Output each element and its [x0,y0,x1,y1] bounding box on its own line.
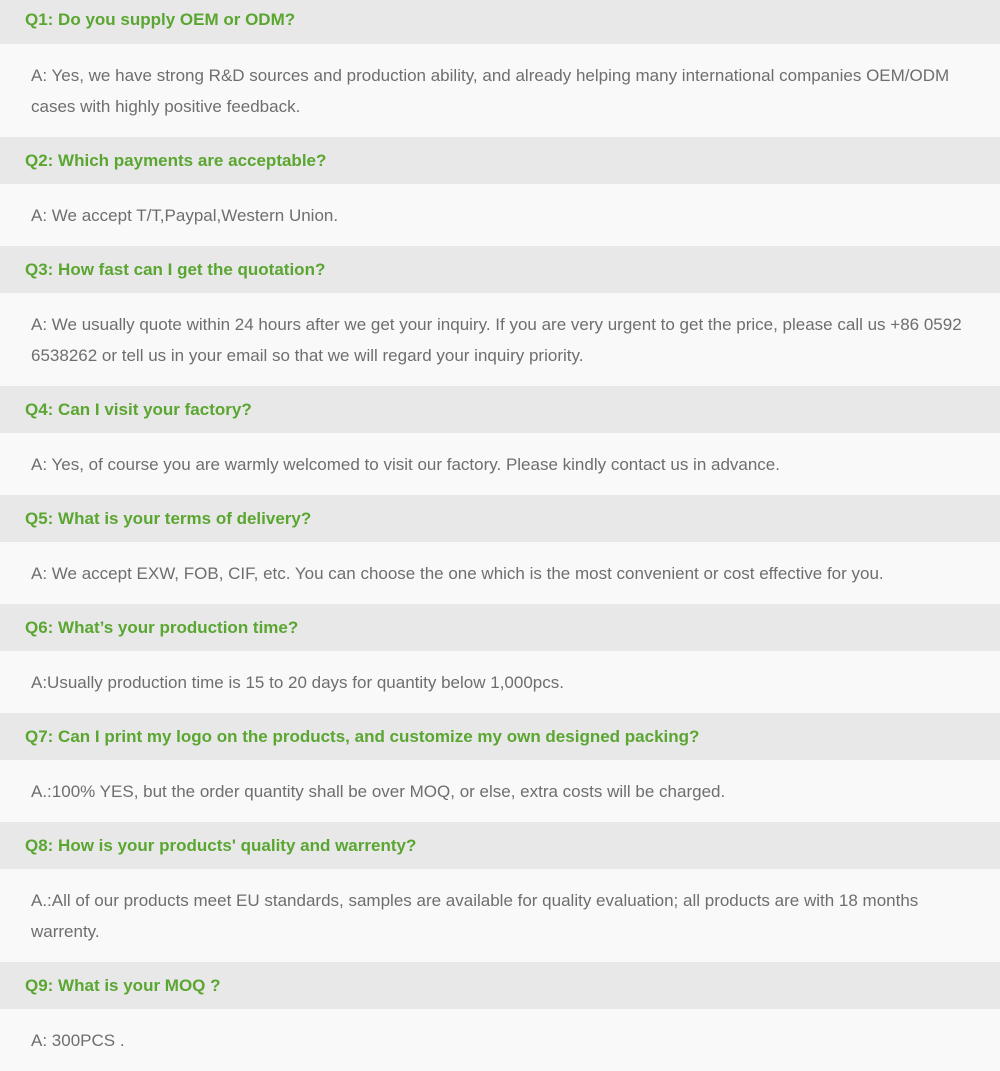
faq-question-5: Q5: What is your terms of delivery? [0,495,1000,542]
faq-answer-8-text: A.:All of our products meet EU standards, samples are available for quality evaluation; all products are with 18 months warrenty. [31,890,919,941]
faq-question-6: Q6: What’s your production time? [0,604,1000,651]
faq-answer-2-text: A: We accept T/T,Paypal,Western Union. [31,205,339,225]
faq-question-1: Q1: Do you supply OEM or ODM? [0,0,1000,44]
faq-answer-4 [0,433,1000,495]
faq-answer-3 [0,293,1000,386]
faq-answer-4-text: A: Yes, of course you are warmly welcomed to visit our factory. Please kindly contact us in advance. [31,454,780,474]
faq-question-2: Q2: Which payments are acceptable? [0,137,1000,184]
faq-answer-7 [0,760,1000,822]
faq-answer-5-text: A: We accept EXW, FOB, CIF, etc. You can choose the one which is the most convenient or cost effective for you. [31,563,884,583]
faq-answer-9-text: A: 300PCS . [31,1030,125,1050]
faq-answer-1 [0,44,1000,137]
faq-answer-1-text: A: Yes, we have strong R&D sources and production ability, and already helping many international companies OEM/ODM cases with highly positive feedback. [31,65,950,116]
faq-answer-3-text: A: We usually quote within 24 hours after we get your inquiry. If you are very urgent to get the price, please call us +86 0592 6538262 or tell us in your email so that we will regard your inquiry priority. [31,314,962,365]
faq-question-9: Q9: What is your MOQ ? [0,962,1000,1009]
faq-answer-9 [0,1009,1000,1071]
faq-answer-7-text: A.:100% YES, but the order quantity shall be over MOQ, or else, extra costs will be charged. [31,781,726,801]
faq-question-3: Q3: How fast can I get the quotation? [0,246,1000,293]
faq-question-8: Q8: How is your products' quality and warrenty? [0,822,1000,869]
faq-answer-6 [0,651,1000,713]
faq-answer-2 [0,184,1000,246]
faq-answer-8 [0,869,1000,962]
faq-answer-5 [0,542,1000,604]
faq-question-7: Q7: Can I print my logo on the products, and customize my own designed packing? [0,713,1000,760]
faq-answer-6-text: A:Usually production time is 15 to 20 days for quantity below 1,000pcs. [31,672,564,692]
faq-question-4: Q4: Can I visit your factory? [0,386,1000,433]
